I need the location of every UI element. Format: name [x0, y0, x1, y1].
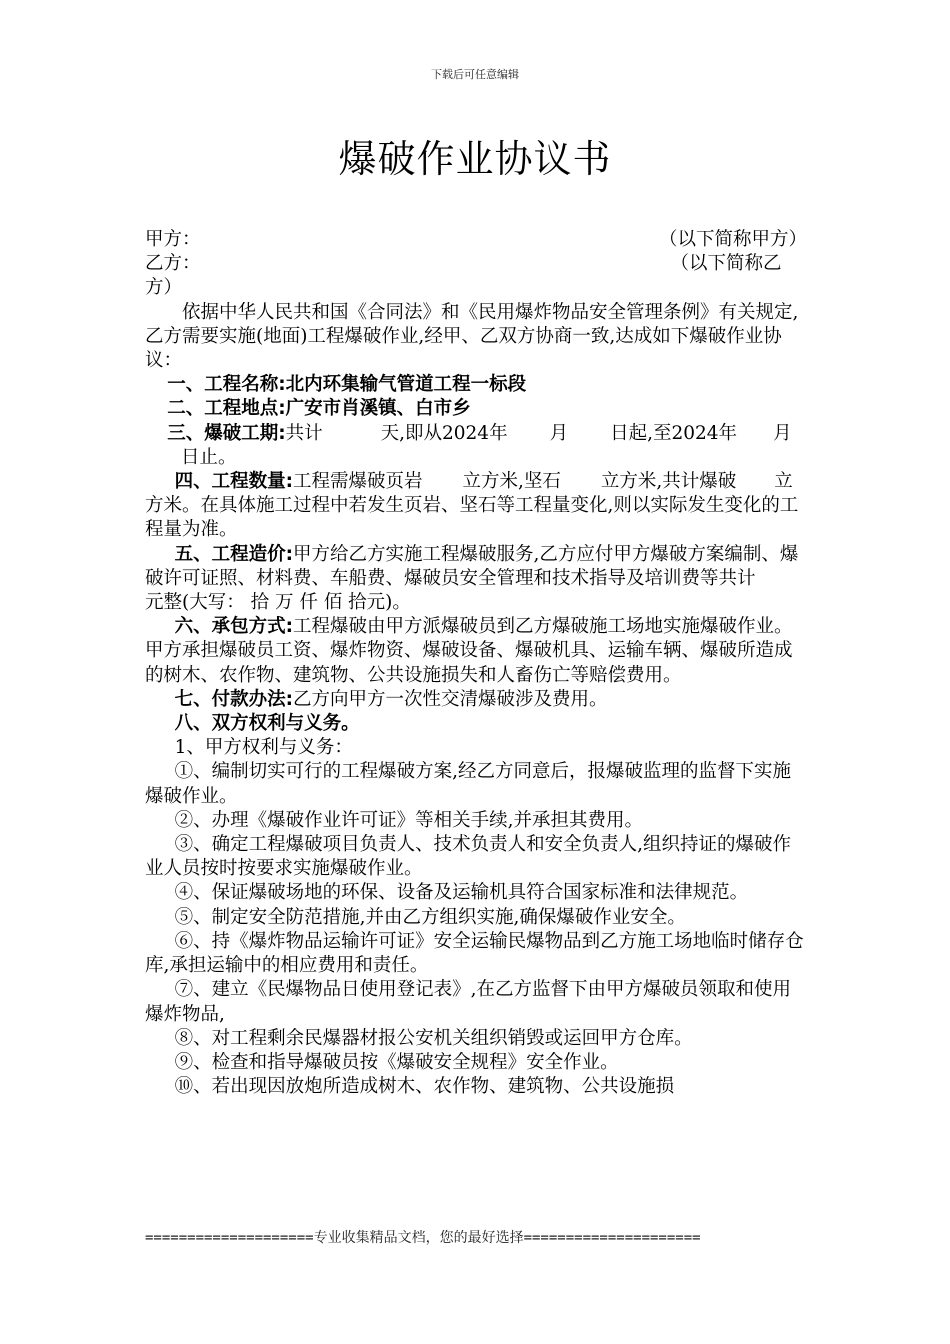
clause-4-part-4: 立方米。在具体施工过程中若发生页岩、坚石等工程量变化,则以实际发生变化的工程量为准。	[145, 471, 799, 541]
clause-3-part-6: 日止。	[181, 446, 237, 468]
list-item: ⑧、对工程剩余民爆器材报公安机关组织销毁或运回甲方仓库。	[174, 1027, 693, 1049]
party-b-note: （以下简称乙方）	[145, 253, 782, 299]
list-item: ⑨、检查和指导爆破员按《爆破安全规程》安全作业。	[174, 1051, 619, 1073]
list-item: ①、编制切实可行的工程爆破方案,经乙方同意后，报爆破监理的监督下实施爆破作业。	[145, 761, 791, 807]
clause-4-part-2: 立方米,坚石	[462, 471, 561, 493]
clause-3-part-5: 月	[773, 422, 792, 444]
list-item: ②、办理《爆破作业许可证》等相关手续,并承担其费用。	[174, 809, 643, 831]
clause-2-text: 广安市肖溪镇、白市乡	[285, 398, 471, 420]
clause-7	[145, 688, 807, 712]
clause-8	[145, 712, 807, 736]
clause-5-part-2: 元整(大写： 拾 万 仟 佰 拾元)。	[145, 592, 411, 614]
document-title: 爆破作业协议书	[338, 137, 612, 181]
clause-5-label: 五、工程造价:	[174, 543, 293, 565]
clause-1-text: 北内环集输气管道工程一标段	[285, 374, 527, 396]
clause-8-label: 八、双方权利与义务。	[174, 713, 360, 735]
party-b-line	[145, 252, 807, 300]
document-body	[145, 228, 807, 1099]
clause-4-part-1: 工程需爆破页岩	[293, 471, 423, 493]
list-item: ③、确定工程爆破项目负责人、技术负责人和安全负责人,组织持证的爆破作业人员按时按要求实施爆破作业。	[145, 834, 791, 880]
party-b-label: 乙方：	[145, 253, 201, 275]
list-item: ⑤、制定安全防范措施,并由乙方组织实施,确保爆破作业安全。	[174, 906, 686, 928]
list-item: ⑩、若出现因放炮所造成树木、农作物、建筑物、公共设施损	[174, 1076, 675, 1098]
clause-6	[145, 615, 807, 688]
party-a-label: 甲方：	[145, 229, 201, 250]
clause-5-part-1: 甲方给乙方实施工程爆破服务,乙方应付甲方爆破方案编制、爆破许可证照、材料费、车船费、爆破员安全管理和技术指导及培训费等共计	[145, 543, 799, 589]
clause-3-part-1: 共计	[285, 422, 323, 444]
list-item: ④、保证爆破场地的环保、设备及运输机具符合国家标准和法律规范。	[174, 882, 749, 904]
header-note: 下载后可任意编辑	[431, 68, 519, 81]
clause-3-part-2: 天,即从2024年	[380, 422, 508, 444]
clause-6-text: 工程爆破由甲方派爆破员到乙方爆破施工场地实施爆破作业。甲方承担爆破员工资、爆炸物资、爆破设备、爆破机具、运输车辆、爆破所造成的树木、农作物、建筑物、公共设施损失和人畜伤亡等赔偿费用。	[145, 616, 793, 686]
clause-3-part-3: 月	[549, 422, 569, 444]
clause-7-text: 乙方向甲方一次性交清爆破涉及费用。	[293, 688, 608, 710]
clause-3-label: 三、爆破工期:	[167, 422, 286, 444]
clause-2	[145, 397, 807, 421]
clause-6-label: 六、承包方式:	[174, 616, 293, 638]
clause-1-label: 一、工程名称:	[167, 374, 286, 396]
party-a-line	[145, 228, 807, 252]
clause-2-label: 二、工程地点:	[167, 398, 286, 420]
list-item: ⑦、建立《民爆物品日使用登记表》,在乙方监督下由甲方爆破员领取和使用爆炸物品,	[145, 979, 791, 1025]
sub-heading: 1、甲方权利与义务：	[174, 737, 353, 759]
footer-banner: ====================专业收集精品文档，您的最好选择=====================	[145, 1230, 701, 1246]
clause-4-label: 四、工程数量:	[174, 471, 293, 493]
clause-4-part-3: 立方米,共计爆破	[600, 471, 737, 493]
clause-5	[145, 543, 807, 616]
list-item: ⑥、持《爆炸物品运输许可证》安全运输民爆物品到乙方施工场地临时储存仓库,承担运输中的相应费用和责任。	[145, 930, 804, 977]
intro-paragraph: 依据中华人民共和国《合同法》和《民用爆炸物品安全管理条例》有关规定,乙方需要实施(地面)工程爆破作业,经甲、乙双方协商一致,达成如下爆破作业协议：	[145, 301, 799, 372]
clause-3	[145, 422, 807, 470]
clause-3-part-4: 日起,至2024年	[610, 422, 738, 444]
party-a-note: （以下简称甲方）	[658, 229, 807, 250]
clause-4	[145, 470, 807, 543]
clause-7-label: 七、付款办法:	[174, 688, 293, 710]
clause-1	[145, 373, 807, 397]
